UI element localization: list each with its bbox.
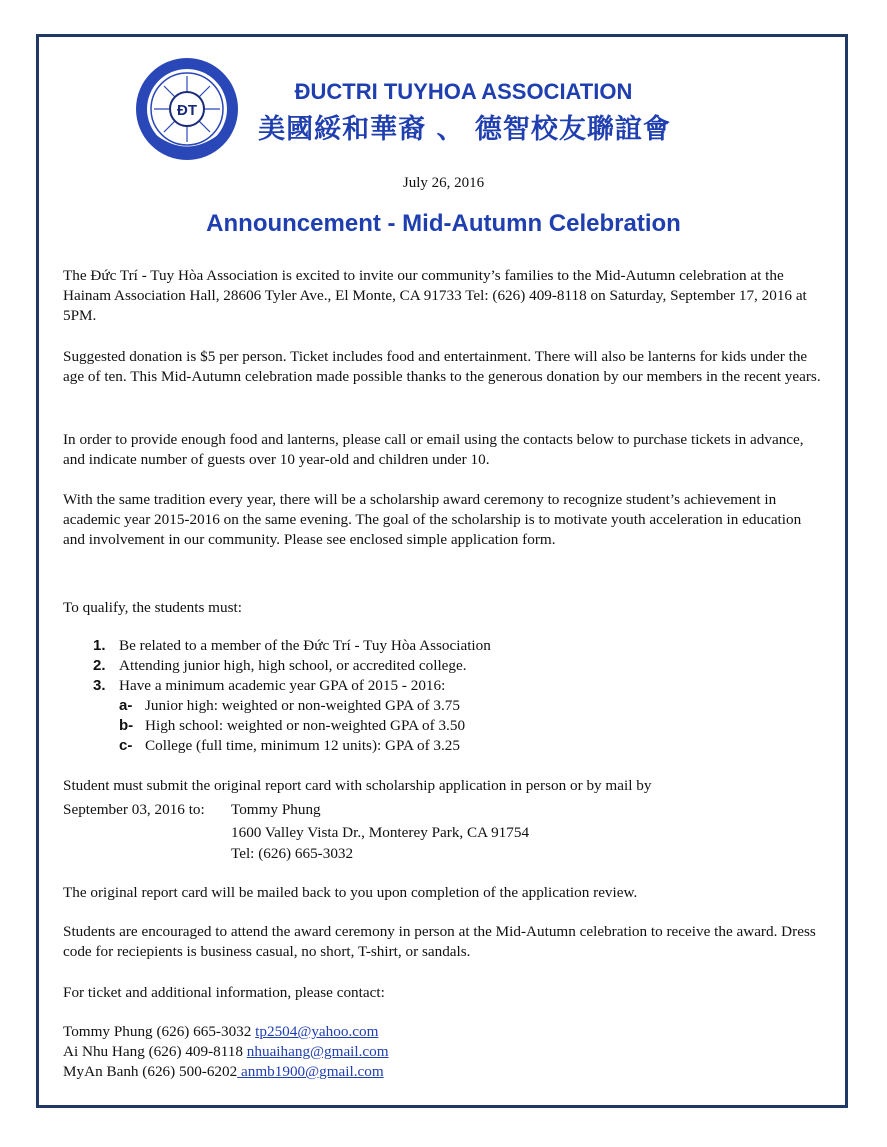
organization-chinese-name: 美國綏和華裔 、 德智校友聯誼會 — [258, 114, 671, 145]
contact-row — [63, 1062, 823, 1082]
logo-monogram: ĐT — [177, 102, 197, 119]
mailing-deadline: September 03, 2016 to: — [63, 801, 205, 818]
list-item — [93, 676, 813, 696]
gpa-letter: a- — [119, 697, 133, 714]
list-text: Have a minimum academic year GPA of 2015 - 2016: — [119, 677, 446, 694]
list-item — [93, 656, 813, 676]
gpa-item — [119, 736, 813, 756]
announcement-title: Announcement - Mid-Autumn Celebration — [206, 210, 681, 237]
contacts-list — [63, 1022, 823, 1082]
gpa-letter: b- — [119, 717, 134, 734]
list-number: 3. — [93, 677, 106, 694]
list-text: Be related to a member of the Đức Trí - Tuy Hòa Association — [119, 637, 491, 654]
report-card-return-paragraph: The original report card will be mailed back to you upon completion of the application review. — [63, 884, 638, 901]
scholarship-paragraph: With the same tradition every year, there will be a scholarship award ceremony to recognize student’s achievement in academic year 2015-2016 on the same evening. The goal of the scholarship is to motivate youth acceleration in education and involvement in our community. Please see enclosed simple application form. — [63, 491, 802, 548]
order-paragraph: In order to provide enough food and lanterns, please call or email using the contacts below to purchase tickets in advance, and indicate number of guests over 10 year-old and children under 10. — [63, 431, 804, 468]
mailing-phone: Tel: (626) 665-3032 — [231, 845, 354, 862]
ceremony-paragraph: Students are encouraged to attend the award ceremony in person at the Mid-Autumn celebration to receive the award. Dress code for reciepients is business casual, no short, T-shirt, or sandals. — [63, 923, 816, 960]
contact-email-link[interactable]: tp2504@yahoo.com — [255, 1023, 379, 1040]
mailing-name: Tommy Phung — [231, 801, 321, 818]
contact-name-phone: MyAn Banh (626) 500-6202 — [63, 1063, 238, 1080]
list-text: Attending junior high, high school, or accredited college. — [119, 657, 467, 674]
intro-paragraph: The Đức Trí - Tuy Hòa Association is excited to invite our community’s families to the Mid-Autumn celebration at the Hainam Association Hall, 28606 Tyler Ave., El Monte, CA 91733 Tel: (626) 409-8118 on Saturday, September 17, 2016 at 5PM. — [63, 267, 807, 324]
mailing-address: 1600 Valley Vista Dr., Monterey Park, CA 91754 — [231, 824, 530, 841]
requirements-list — [93, 636, 813, 756]
contact-name-phone: Tommy Phung (626) 665-3032 — [63, 1023, 256, 1040]
contact-row — [63, 1042, 823, 1062]
organization-name: ĐUCTRI TUYHOA ASSOCIATION — [294, 79, 633, 104]
gpa-text: College (full time, minimum 12 units): GPA of 3.25 — [145, 737, 460, 754]
contact-email-link[interactable]: nhuaihang@gmail.com — [246, 1043, 389, 1060]
gpa-item — [119, 716, 813, 736]
list-number: 2. — [93, 657, 106, 674]
gpa-text: Junior high: weighted or non-weighted GPA of 3.75 — [145, 697, 460, 714]
gpa-item — [119, 696, 813, 716]
contact-intro: For ticket and additional information, please contact: — [63, 984, 385, 1001]
list-item — [93, 636, 813, 656]
gpa-text: High school: weighted or non-weighted GPA of 3.50 — [145, 717, 466, 734]
qualify-heading: To qualify, the students must: — [63, 599, 242, 616]
submit-paragraph: Student must submit the original report card with scholarship application in person or by mail by — [63, 777, 652, 794]
announcement-date: July 26, 2016 — [402, 175, 485, 191]
donation-paragraph: Suggested donation is $5 per person. Ticket includes food and entertainment. There will also be lanterns for kids under the age of ten. This Mid-Autumn celebration made possible thanks to the generous donation by our members in the recent years. — [63, 348, 821, 385]
contact-email-link[interactable]: anmb1900@gmail.com — [237, 1063, 384, 1080]
list-number: 1. — [93, 637, 106, 654]
contact-row — [63, 1022, 823, 1042]
gpa-letter: c- — [119, 737, 133, 754]
contact-name-phone: Ai Nhu Hang (626) 409-8118 — [63, 1043, 247, 1060]
